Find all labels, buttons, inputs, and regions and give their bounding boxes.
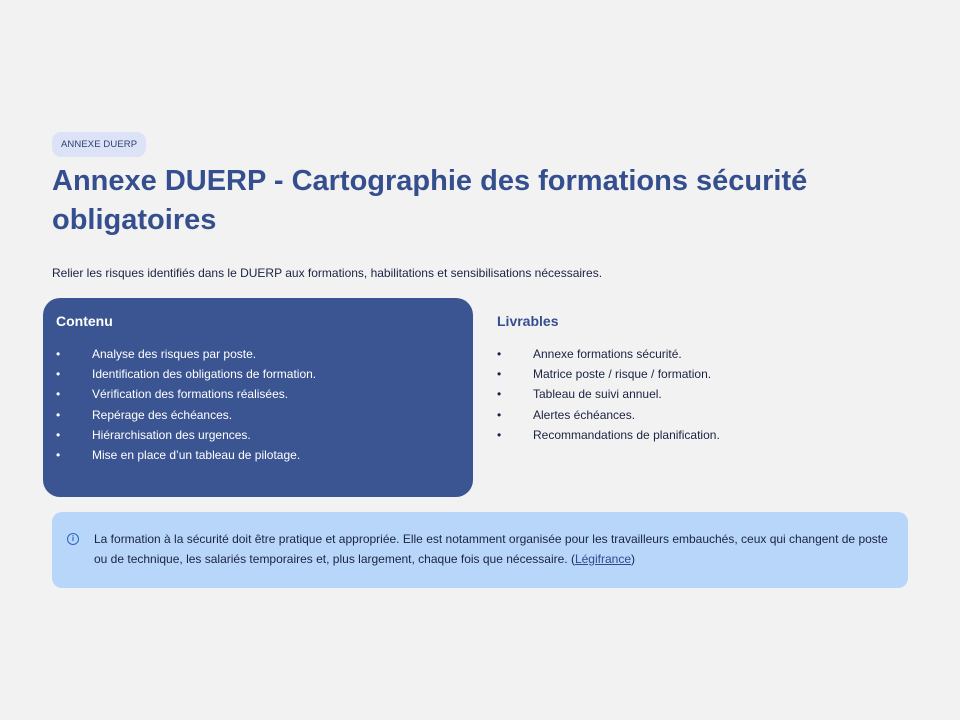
list-item-label: Identification des obligations de formation. bbox=[92, 367, 317, 382]
list-item-label: Repérage des échéances. bbox=[92, 407, 233, 422]
livrables-list bbox=[497, 346, 720, 447]
info-callout-body: La formation à la sécurité doit être pratique et appropriée. Elle est notamment organisée pour les travailleurs embauchés, ceux qui changent de poste ou de technique, les salariés temporaires et, plus largement, chaque fois que nécessaire. bbox=[94, 532, 888, 566]
list-item bbox=[497, 386, 720, 406]
list-item bbox=[56, 386, 316, 406]
bullet-icon: • bbox=[497, 387, 502, 402]
list-item-label: Analyse des risques par poste. bbox=[92, 347, 257, 361]
paren-open: ( bbox=[567, 552, 575, 566]
info-icon: i bbox=[67, 533, 79, 545]
list-item bbox=[497, 346, 720, 366]
list-item-label: Vérification des formations réalisées. bbox=[92, 387, 289, 402]
contenu-title: Contenu bbox=[56, 313, 113, 329]
bullet-icon: • bbox=[56, 407, 61, 422]
bullet-icon: • bbox=[56, 387, 61, 402]
contenu-card bbox=[43, 298, 473, 497]
list-item bbox=[56, 366, 316, 386]
list-item-label: Recommandations de planification. bbox=[533, 427, 720, 442]
list-item bbox=[56, 447, 316, 467]
list-item-label: Mise en place d’un tableau de pilotage. bbox=[92, 447, 301, 462]
section-badge: ANNEXE DUERP bbox=[52, 132, 146, 157]
list-item-label: Annexe formations sécurité. bbox=[533, 347, 682, 361]
bullet-icon: • bbox=[56, 447, 61, 462]
livrables-card bbox=[484, 298, 914, 497]
list-item bbox=[497, 427, 720, 447]
bullet-icon: • bbox=[497, 367, 502, 382]
livrables-title: Livrables bbox=[497, 313, 559, 329]
list-item-label: Matrice poste / risque / formation. bbox=[533, 367, 712, 382]
bullet-icon: • bbox=[56, 367, 61, 382]
contenu-list bbox=[56, 346, 316, 467]
list-item bbox=[56, 427, 316, 447]
list-item bbox=[56, 346, 316, 366]
legifrance-link[interactable]: Légifrance bbox=[574, 552, 631, 566]
list-item-label: Alertes échéances. bbox=[533, 407, 636, 422]
bullet-icon: • bbox=[497, 427, 502, 442]
list-item bbox=[497, 407, 720, 427]
bullet-icon: • bbox=[497, 407, 502, 422]
info-callout-text bbox=[94, 529, 894, 569]
bullet-icon: • bbox=[497, 347, 502, 361]
page-subtitle: Relier les risques identifiés dans le DUERP aux formations, habilitations et sensibilisations nécessaires. bbox=[52, 266, 603, 280]
list-item-label: Hiérarchisation des urgences. bbox=[92, 427, 251, 442]
bullet-icon: • bbox=[56, 427, 61, 442]
info-callout bbox=[52, 512, 908, 588]
list-item bbox=[56, 407, 316, 427]
page-title: Annexe DUERP - Cartographie des formations sécurité obligatoires bbox=[52, 165, 808, 236]
list-item bbox=[497, 366, 720, 386]
paren-close: ) bbox=[631, 552, 635, 566]
list-item-label: Tableau de suivi annuel. bbox=[533, 387, 662, 402]
bullet-icon: • bbox=[56, 347, 61, 361]
